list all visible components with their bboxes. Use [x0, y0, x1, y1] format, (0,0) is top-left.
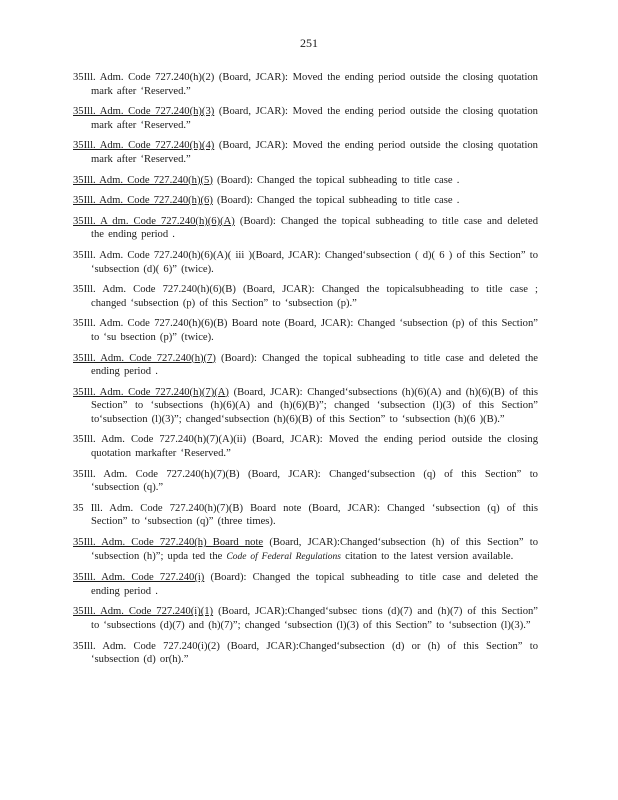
citation: 35Ill. Adm. Code 727.240(h)(7) [73, 352, 216, 364]
amendment-entry [73, 139, 538, 166]
citation: 35 Ill. Adm. Code 727.240(h)(7)(B) [73, 502, 243, 514]
amendment-text: (Board): Changed the topical subheading to title case . [212, 174, 460, 186]
amendment-entry [73, 194, 538, 208]
citation: 35Ill. Adm. Code 727.240(h)(5) [73, 174, 213, 186]
amendment-entry [73, 215, 538, 242]
amendment-text: (Board, JCAR): Changed‘subsections (h)(6)(A) and (h)(6)(B) of this Section” to ‘subsections (h)(6)(A) and (h)(6)(B)”; changed ‘subsection (l)(3) of this Section” to‘subsection (l)(3)”; changed‘subsection (h)(6)(B) of this Section” to ‘subsection (h)(6 )(B).” [91, 386, 538, 425]
amendment-entry [73, 386, 538, 427]
amendment-text-continued: citation to the latest version available. [341, 550, 514, 562]
amendment-entry [73, 249, 538, 276]
amendment-text: (Board): Changed the topical subheading to title case and deleted the ending period . [91, 352, 538, 378]
amendment-entry [73, 536, 538, 564]
citation: 35Ill. Adm. Code 727.240(h)(6) [73, 195, 213, 207]
citation: 35Ill. Adm. Code 727.240(i) [73, 572, 205, 584]
citation: 35Ill. A dm. Code 727.240(h)(6)(A) [73, 215, 235, 227]
citation: 35Ill. Adm. Code 727.240(h) Board note [73, 537, 264, 549]
amendment-entry [73, 174, 538, 188]
amendment-entry [73, 468, 538, 495]
amendment-text: (Board, JCAR): Moved the ending period outside the closing quotation mark after ‘Reserved.” [91, 106, 538, 131]
citation: 35Ill. Adm. Code 727.240(h)(6)(B) [73, 284, 236, 296]
amendment-text: (Board, JCAR): Changed‘subsection (q) of this Section” to ‘subsection (q).” [91, 468, 538, 494]
citation: 35Ill. Adm. Code 727.240(i)(2) [73, 640, 220, 652]
amendment-entry [73, 640, 538, 667]
amendment-text: (Board): Changed the topical subheading to title case and deleted the ending period . [91, 215, 538, 241]
amendment-text: (Board, JCAR):Changed‘subsection (h) of this Section” to ‘subsection (h)”; upda ted the [91, 537, 538, 562]
citation: 35Ill. Adm. Code 727.240(h)(7)(B) [73, 468, 240, 480]
amendment-text: Board note (Board, JCAR): Changed ‘subsection (p) of this Section” to ‘su bsection (p)” (twice). [91, 318, 538, 343]
citation: 35Ill. Adm. Code 727.240(h)(6)(A)( [73, 249, 232, 261]
page-number: 251 [300, 36, 318, 50]
amendment-text: iii )(Board, JCAR): Changed‘subsection ( d)( 6 ) of this Section” to ‘subsection (d)( 6)” (twice). [91, 249, 538, 275]
amendment-text: (Board, JCAR):Changed‘subsec tions (d)(7) and (h)(7) of this Section” to ‘subsections (d)(7) and (h)(7)”; changed ‘subsection (l)(3) of this Section” to ‘subsection (l)(3).” [91, 606, 538, 631]
amendment-text: (Board, JCAR):Changed‘subsection (d) or (h) of this Section” to ‘subsection (d) or(h).” [91, 640, 538, 666]
citation: 35Ill. Adm. Code 727.240(h)(7)(A) [73, 386, 229, 398]
amendment-entry [73, 502, 538, 529]
amendment-text: (Board, JCAR): Moved the ending period outside the closing quotation mark after ‘Reserved.” [91, 140, 538, 165]
amendment-entry [73, 317, 538, 344]
amendment-entry [73, 283, 538, 310]
italic-title: Code of Federal Regulations [226, 551, 341, 562]
amendment-text: (Board): Changed the topical subheading to title case and deleted the ending period . [91, 572, 538, 597]
amendment-entry [73, 105, 538, 132]
amendment-text: Board note (Board, JCAR): Changed ‘subsection (q) of this Section” to ‘subsection (q)” (three times). [91, 502, 538, 528]
amendment-entry [73, 352, 538, 379]
citation: 35Ill. Adm. Code 727.240(h)(3) [73, 106, 215, 118]
citation: 35Ill. Adm. Code 727.240(h)(2) [73, 72, 215, 83]
amendment-list [73, 71, 538, 674]
amendment-entry [73, 571, 538, 598]
citation: 35Ill. Adm. Code 727.240(h)(6)(B) [73, 318, 228, 330]
amendment-text: (Board, JCAR): Moved the ending period outside the closing quotation markafter ‘Reserved.” [91, 434, 539, 460]
amendment-text: (Board, JCAR): Moved the ending period outside the closing quotation mark after ‘Reserved.” [91, 72, 538, 97]
citation: 35Ill. Adm. Code 727.240(h)(4) [73, 140, 215, 152]
amendment-entry [73, 71, 538, 98]
amendment-entry [73, 605, 538, 632]
amendment-text: (Board, JCAR): Changed the topicalsubheading to title case ; changed ‘subsection (p) of this Section” to ‘subsection (p).” [91, 284, 538, 309]
citation: 35Ill. Adm. Code 727.240(h)(7)(A)(ii) [73, 434, 247, 446]
amendment-entry [73, 433, 538, 460]
citation: 35Ill. Adm. Code 727.240(i)(1) [73, 606, 214, 618]
amendment-text: (Board): Changed the topical subheading to title case . [212, 195, 460, 207]
